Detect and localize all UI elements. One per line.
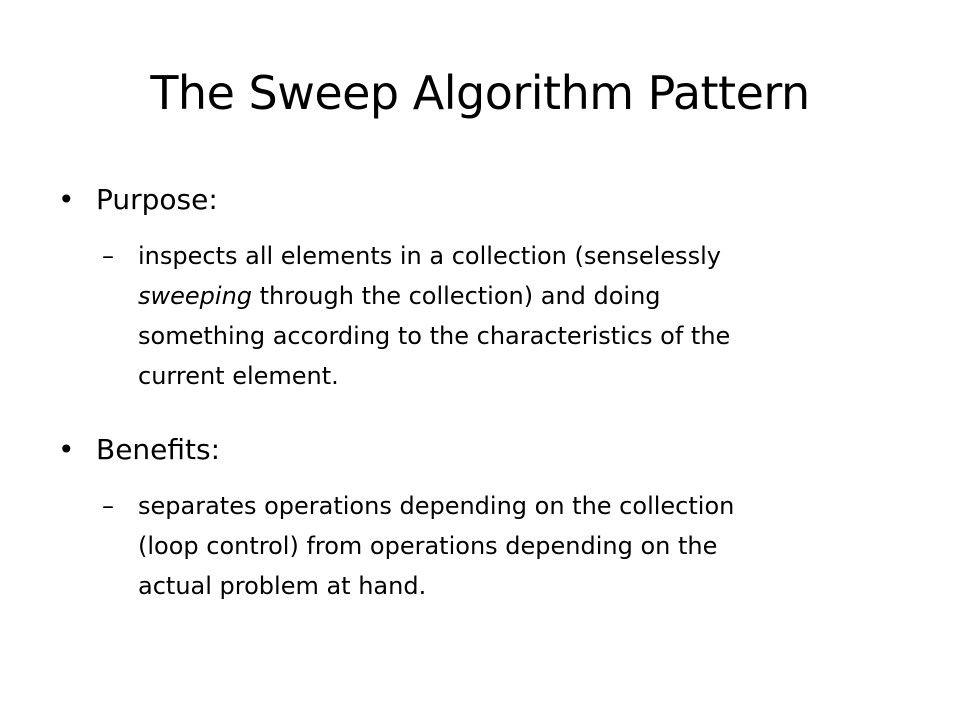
heading-purpose: Purpose: bbox=[96, 183, 218, 216]
bullet-icon: • bbox=[58, 183, 75, 216]
emphasis-text: sweeping bbox=[138, 282, 253, 310]
sub-bullet-purpose bbox=[102, 236, 902, 396]
text-line: current element. bbox=[138, 362, 339, 390]
text-line: (loop control) from operations depending on the bbox=[138, 532, 718, 560]
text-line: separates operations depending on the collection bbox=[138, 492, 735, 520]
sub-bullet-benefits bbox=[102, 486, 902, 606]
slide-title: The Sweep Algorithm Pattern bbox=[150, 66, 810, 120]
text-line bbox=[138, 276, 902, 316]
text-line: actual problem at hand. bbox=[138, 572, 427, 600]
text-line: something according to the characteristics of the bbox=[138, 322, 731, 350]
text-span: through the collection) and doing bbox=[252, 282, 661, 310]
text-line: inspects all elements in a collection (senselessly bbox=[138, 242, 721, 270]
dash-icon: – bbox=[102, 492, 114, 520]
heading-benefits: Benefits: bbox=[96, 433, 221, 466]
bullet-icon: • bbox=[58, 433, 75, 466]
dash-icon: – bbox=[102, 242, 114, 270]
